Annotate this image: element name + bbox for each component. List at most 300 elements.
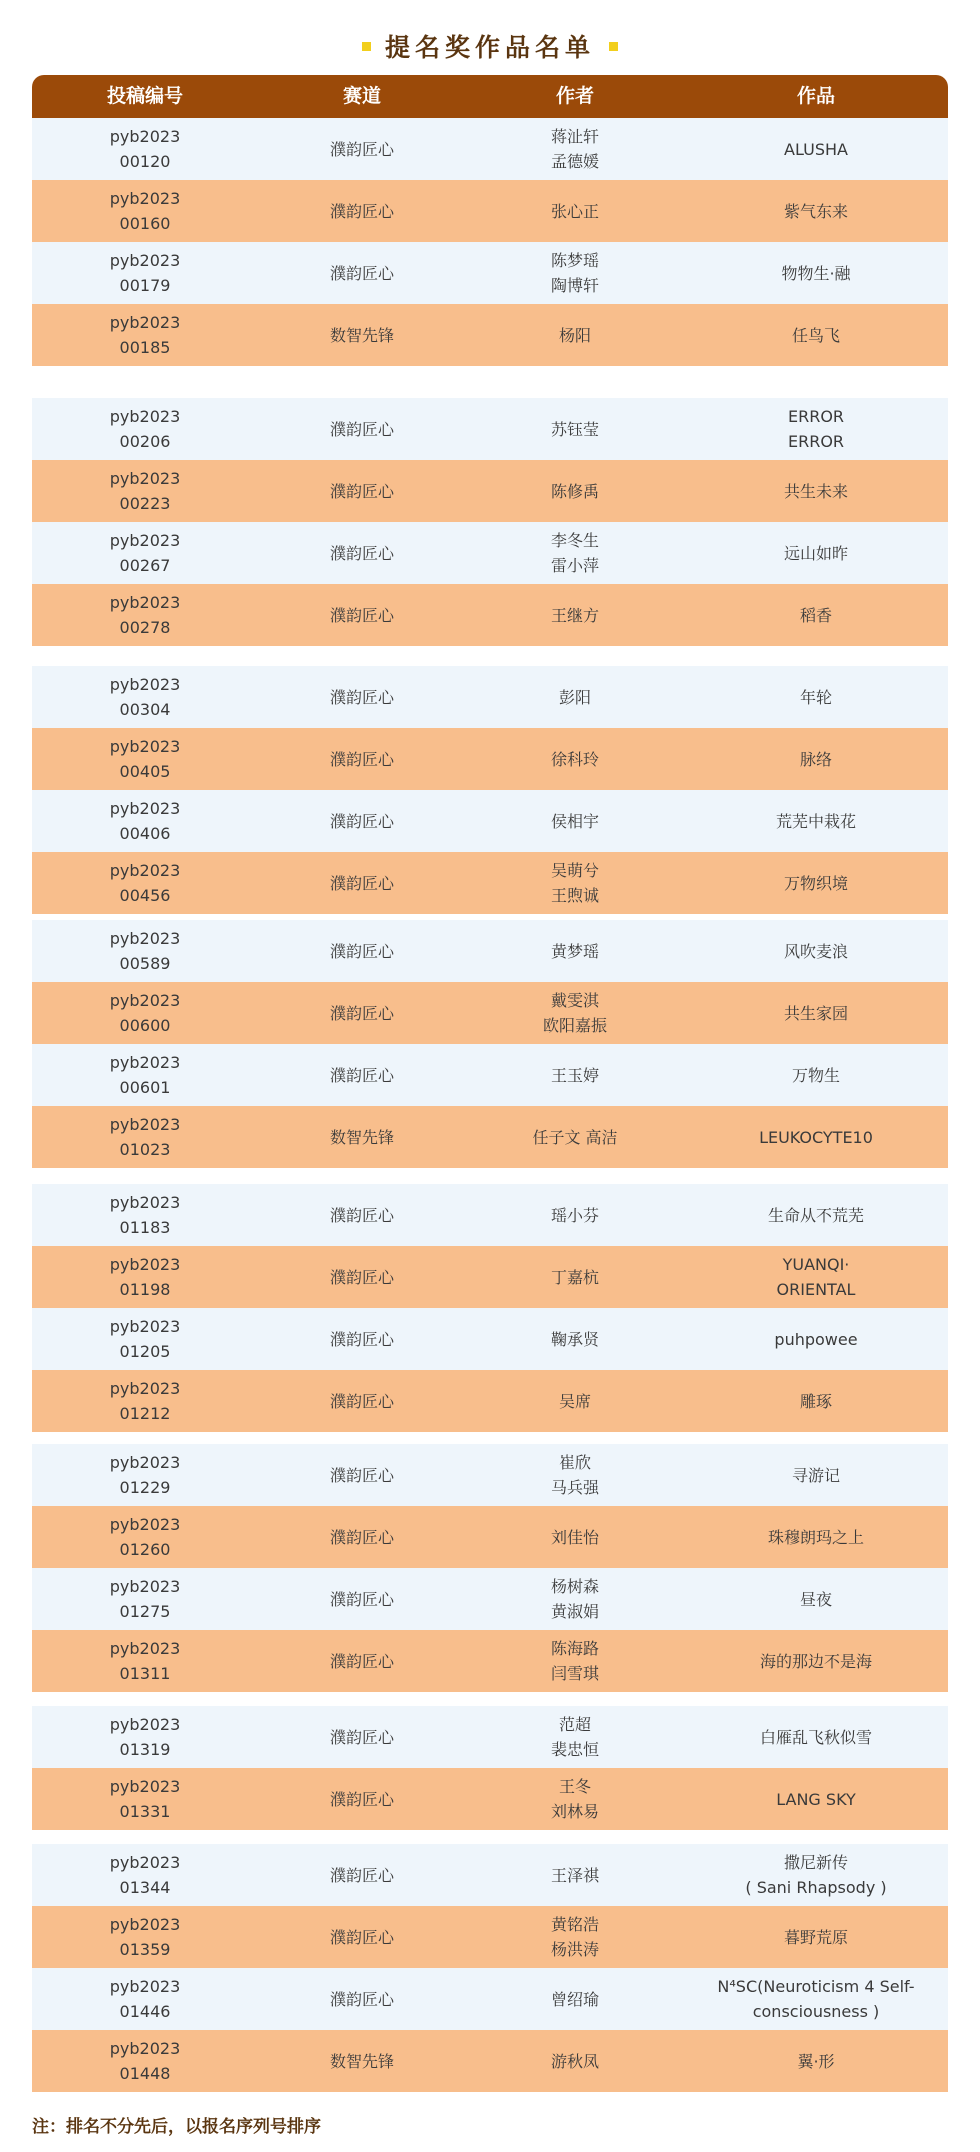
track-cell: 濮韵匠心 xyxy=(329,749,394,769)
submission-id-cell-line: 00223 xyxy=(119,494,171,513)
submission-id-cell-line: pyb2023 xyxy=(109,1053,181,1072)
submission-id-cell xyxy=(32,404,258,454)
track-cell: 数智先锋 xyxy=(329,325,394,345)
track-cell: 濮韵匠心 xyxy=(329,139,394,159)
author-cell xyxy=(466,1712,684,1762)
submission-id-cell-line: 01359 xyxy=(119,1940,171,1959)
submission-id-cell-line: pyb2023 xyxy=(109,1853,181,1872)
table-row xyxy=(32,1568,948,1630)
submission-id-cell-line: 01198 xyxy=(119,1280,171,1299)
submission-id-cell-line: pyb2023 xyxy=(109,1255,181,1274)
track-cell: 濮韵匠心 xyxy=(329,1865,394,1885)
track-cell: 濮韵匠心 xyxy=(329,1527,394,1547)
submission-id-cell xyxy=(32,1314,258,1364)
submission-id-cell xyxy=(32,1252,258,1302)
submission-id-cell-line: pyb2023 xyxy=(109,861,181,880)
track-cell: 数智先锋 xyxy=(329,2051,394,2071)
track-cell: 濮韵匠心 xyxy=(329,1927,394,1947)
work-cell-line: 撒尼新传 xyxy=(783,1853,848,1872)
author-cell-line: 王冬 xyxy=(558,1777,591,1796)
author-cell-line: 陈海路 xyxy=(550,1639,599,1658)
table-row xyxy=(32,242,948,304)
table-row xyxy=(32,584,948,646)
table-row xyxy=(32,304,948,366)
submission-id-cell-line: pyb2023 xyxy=(109,593,181,612)
work-cell xyxy=(684,1327,948,1352)
table-row xyxy=(32,1184,948,1246)
header-submission-id: 投稿编号 xyxy=(106,85,183,107)
submission-id-cell xyxy=(32,1636,258,1686)
author-cell-line: 崔欣 xyxy=(558,1453,591,1472)
track-cell: 濮韵匠心 xyxy=(329,1329,394,1349)
work-cell xyxy=(684,685,948,710)
submission-id-cell-line: pyb2023 xyxy=(109,1977,181,1996)
track-cell: 濮韵匠心 xyxy=(329,481,394,501)
submission-id-cell-line: pyb2023 xyxy=(109,991,181,1010)
author-cell-line: 张心正 xyxy=(550,201,599,221)
author-cell-line: 蒋沚轩 xyxy=(550,127,599,146)
submission-id-cell-line: 01448 xyxy=(119,2064,171,2083)
author-cell xyxy=(466,1987,684,2012)
work-cell-line: LANG SKY xyxy=(776,1789,856,1809)
work-cell-line: 生命从不荒芜 xyxy=(767,1205,864,1225)
table-row xyxy=(32,1308,948,1370)
work-cell xyxy=(684,1787,948,1812)
author-cell-line: 曾绍瑜 xyxy=(550,1989,599,2009)
submission-id-cell-line: pyb2023 xyxy=(109,531,181,550)
author-cell-line: 陈修禹 xyxy=(550,481,599,501)
author-cell xyxy=(466,1574,684,1624)
header-author: 作者 xyxy=(555,85,594,107)
track-cell: 濮韵匠心 xyxy=(329,1651,394,1671)
author-cell-line: 吴萌兮 xyxy=(550,861,599,880)
submission-id-cell-line: pyb2023 xyxy=(109,469,181,488)
header-track: 赛道 xyxy=(342,85,381,107)
work-cell xyxy=(684,199,948,224)
submission-id-cell-line: 00278 xyxy=(119,618,171,637)
work-cell-line: ( Sani Rhapsody ) xyxy=(745,1878,887,1897)
submission-id-cell-line: 00185 xyxy=(119,338,171,357)
submission-id-cell-line: 01446 xyxy=(119,2002,171,2021)
table-row xyxy=(32,666,948,728)
submission-id-cell xyxy=(32,1574,258,1624)
table-row xyxy=(32,790,948,852)
table-row xyxy=(32,982,948,1044)
work-cell xyxy=(684,1463,948,1488)
work-cell xyxy=(684,1125,948,1150)
work-cell xyxy=(684,1725,948,1750)
author-cell xyxy=(466,1525,684,1550)
table-row xyxy=(32,1630,948,1692)
author-cell-line: 王玉婷 xyxy=(550,1065,599,1085)
submission-id-cell-line: 01275 xyxy=(119,1602,171,1621)
submission-id-cell xyxy=(32,2036,258,2086)
work-cell xyxy=(684,1925,948,1950)
author-cell-line: 孟德媛 xyxy=(550,152,599,171)
work-cell xyxy=(684,939,948,964)
submission-id-cell-line: pyb2023 xyxy=(109,251,181,270)
table-group xyxy=(32,398,948,646)
work-cell xyxy=(684,1389,948,1414)
author-cell-line: 范超 xyxy=(558,1715,591,1734)
author-cell-line: 刘林易 xyxy=(550,1802,599,1821)
table-group xyxy=(32,666,948,914)
work-cell-line: 万物生 xyxy=(791,1065,840,1085)
track-cell: 濮韵匠心 xyxy=(329,1727,394,1747)
work-cell-line: 紫气东来 xyxy=(783,201,848,221)
track-cell: 濮韵匠心 xyxy=(329,1589,394,1609)
submission-id-cell-line: pyb2023 xyxy=(109,1515,181,1534)
author-cell-line: 杨阳 xyxy=(558,325,591,345)
submission-id-cell-line: pyb2023 xyxy=(109,737,181,756)
work-cell-line: puhpowee xyxy=(774,1329,858,1349)
table-row xyxy=(32,1906,948,1968)
author-cell xyxy=(466,323,684,348)
table-row xyxy=(32,728,948,790)
submission-id-cell xyxy=(32,1974,258,2024)
track-cell: 濮韵匠心 xyxy=(329,263,394,283)
author-cell-line: 黄梦瑶 xyxy=(550,941,599,961)
submission-id-cell-line: pyb2023 xyxy=(109,1915,181,1934)
table-group xyxy=(32,920,948,1168)
submission-id-cell xyxy=(32,186,258,236)
submission-id-cell xyxy=(32,310,258,360)
submission-id-cell-line: pyb2023 xyxy=(109,407,181,426)
author-cell-line: 丁嘉杭 xyxy=(550,1267,599,1287)
track-cell: 濮韵匠心 xyxy=(329,1989,394,2009)
author-cell-line: 瑶小芬 xyxy=(550,1205,599,1225)
work-cell-line: 雕琢 xyxy=(799,1391,832,1411)
submission-id-cell-line: 01229 xyxy=(119,1478,171,1497)
submission-id-cell-line: 00206 xyxy=(119,432,171,451)
work-cell-line: 稻香 xyxy=(799,605,832,625)
submission-id-cell-line: 01311 xyxy=(119,1664,171,1683)
submission-id-cell xyxy=(32,528,258,578)
work-cell-line: 共生未来 xyxy=(783,481,848,501)
submission-id-cell xyxy=(32,466,258,516)
submission-id-cell xyxy=(32,926,258,976)
author-cell xyxy=(466,685,684,710)
table-row xyxy=(32,1444,948,1506)
submission-id-cell-line: pyb2023 xyxy=(109,1379,181,1398)
submission-id-cell-line: pyb2023 xyxy=(109,1453,181,1472)
track-cell: 濮韵匠心 xyxy=(329,811,394,831)
author-cell-line: 游秋凤 xyxy=(550,2051,599,2071)
author-cell-line: 陶博轩 xyxy=(550,276,599,295)
author-cell-line: 侯相宇 xyxy=(550,811,599,831)
work-cell xyxy=(684,479,948,504)
author-cell-line: 雷小萍 xyxy=(550,556,599,575)
submission-id-cell-line: pyb2023 xyxy=(109,2039,181,2058)
submission-id-cell xyxy=(32,1376,258,1426)
author-cell-line: 徐科玲 xyxy=(550,749,599,769)
submission-id-cell xyxy=(32,1774,258,1824)
table-group xyxy=(32,1844,948,2092)
work-cell-line: ERROR xyxy=(787,432,845,451)
work-cell xyxy=(684,1974,948,2024)
author-cell xyxy=(466,1389,684,1414)
work-cell-line: 物物生·融 xyxy=(781,263,851,283)
track-cell: 濮韵匠心 xyxy=(329,1205,394,1225)
table-group xyxy=(32,118,948,366)
author-cell xyxy=(466,248,684,298)
work-cell-line: ERROR xyxy=(787,407,845,426)
submission-id-cell xyxy=(32,1190,258,1240)
author-cell-line: 戴雯淇 xyxy=(550,991,599,1010)
submission-id-cell-line: pyb2023 xyxy=(109,1193,181,1212)
work-cell-line: 珠穆朗玛之上 xyxy=(767,1527,864,1547)
author-cell xyxy=(466,603,684,628)
author-cell xyxy=(466,417,684,442)
track-cell: 濮韵匠心 xyxy=(329,1003,394,1023)
table-row xyxy=(32,1968,948,2030)
work-cell-line: 昼夜 xyxy=(799,1589,832,1609)
table-group xyxy=(32,1706,948,1830)
work-cell xyxy=(684,1525,948,1550)
work-cell-line: 共生家园 xyxy=(783,1003,848,1023)
work-cell-line: 任鸟飞 xyxy=(791,325,840,345)
submission-id-cell-line: 01344 xyxy=(119,1878,171,1897)
table-row xyxy=(32,398,948,460)
table-row xyxy=(32,522,948,584)
submission-id-cell xyxy=(32,672,258,722)
work-cell xyxy=(684,541,948,566)
submission-id-cell-line: 00267 xyxy=(119,556,171,575)
work-cell-line: 年轮 xyxy=(799,687,832,707)
author-cell-line: 任子文 高洁 xyxy=(532,1127,618,1147)
work-cell xyxy=(684,1649,948,1674)
table-row xyxy=(32,460,948,522)
submission-id-cell xyxy=(32,1850,258,1900)
table-group xyxy=(32,1184,948,1432)
author-cell-line: 王继方 xyxy=(550,605,599,625)
submission-id-cell-line: 01023 xyxy=(119,1140,171,1159)
author-cell-line: 欧阳嘉振 xyxy=(542,1016,607,1035)
author-cell-line: 苏钰莹 xyxy=(550,419,599,439)
submission-id-cell-line: 00405 xyxy=(119,762,171,781)
author-cell-line: 吴席 xyxy=(558,1391,591,1411)
submission-id-cell xyxy=(32,1112,258,1162)
author-cell xyxy=(466,2049,684,2074)
work-cell xyxy=(684,1063,948,1088)
work-cell xyxy=(684,747,948,772)
table-header-row xyxy=(32,75,948,118)
submission-id-cell-line: pyb2023 xyxy=(109,189,181,208)
work-cell xyxy=(684,603,948,628)
author-cell xyxy=(466,1063,684,1088)
work-cell-line: YUANQI· xyxy=(782,1255,850,1274)
work-cell-line: 暮野荒原 xyxy=(783,1927,848,1947)
table-row xyxy=(32,1106,948,1168)
header-work: 作品 xyxy=(796,85,835,107)
author-cell xyxy=(466,809,684,834)
author-cell xyxy=(466,1265,684,1290)
work-cell xyxy=(684,323,948,348)
submission-id-cell-line: 00120 xyxy=(119,152,171,171)
work-cell-line: 荒芜中栽花 xyxy=(775,811,856,831)
submission-id-cell-line: pyb2023 xyxy=(109,799,181,818)
submission-id-cell-line: pyb2023 xyxy=(109,1639,181,1658)
submission-id-cell-line: 00304 xyxy=(119,700,171,719)
work-cell xyxy=(684,1203,948,1228)
table-row xyxy=(32,1246,948,1308)
submission-id-cell xyxy=(32,590,258,640)
author-cell-line: 杨树森 xyxy=(550,1577,599,1596)
work-cell-line: 白雁乱飞秋似雪 xyxy=(759,1727,872,1747)
author-cell-line: 陈梦瑶 xyxy=(550,251,599,270)
submission-id-cell-line: 01331 xyxy=(119,1802,171,1821)
author-cell-line: 王泽祺 xyxy=(550,1865,599,1885)
track-cell: 濮韵匠心 xyxy=(329,1465,394,1485)
work-cell-line: consciousness ) xyxy=(752,2002,880,2021)
table-row xyxy=(32,2030,948,2092)
table-row xyxy=(32,118,948,180)
table-group xyxy=(32,1444,948,1692)
work-cell xyxy=(684,2049,948,2074)
author-cell xyxy=(466,747,684,772)
track-cell: 濮韵匠心 xyxy=(329,687,394,707)
submission-id-cell-line: pyb2023 xyxy=(109,1115,181,1134)
work-cell-line: 万物织境 xyxy=(783,873,848,893)
submission-id-cell-line: 01183 xyxy=(119,1218,171,1237)
table-row xyxy=(32,1506,948,1568)
author-cell xyxy=(466,124,684,174)
submission-id-cell-line: pyb2023 xyxy=(109,1715,181,1734)
author-cell xyxy=(466,1125,684,1150)
table-row xyxy=(32,1844,948,1906)
submission-id-cell xyxy=(32,1512,258,1562)
author-cell-line: 马兵强 xyxy=(550,1478,599,1497)
title-right-dot xyxy=(609,42,618,51)
submission-id-cell-line: pyb2023 xyxy=(109,313,181,332)
track-cell: 濮韵匠心 xyxy=(329,941,394,961)
submission-id-cell-line: 01212 xyxy=(119,1404,171,1423)
table-row xyxy=(32,1768,948,1830)
submission-id-cell-line: 01205 xyxy=(119,1342,171,1361)
submission-id-cell xyxy=(32,734,258,784)
author-cell xyxy=(466,858,684,908)
track-cell: 濮韵匠心 xyxy=(329,873,394,893)
submission-id-cell xyxy=(32,1912,258,1962)
author-cell xyxy=(466,1203,684,1228)
submission-id-cell xyxy=(32,796,258,846)
author-cell xyxy=(466,479,684,504)
author-cell-line: 黄淑娟 xyxy=(550,1602,599,1621)
track-cell: 濮韵匠心 xyxy=(329,419,394,439)
author-cell xyxy=(466,199,684,224)
submission-id-cell-line: pyb2023 xyxy=(109,127,181,146)
track-cell: 濮韵匠心 xyxy=(329,201,394,221)
submission-id-cell-line: 00600 xyxy=(119,1016,171,1035)
track-cell: 濮韵匠心 xyxy=(329,1391,394,1411)
track-cell: 濮韵匠心 xyxy=(329,1789,394,1809)
track-cell: 濮韵匠心 xyxy=(329,605,394,625)
author-cell-line: 鞠承贤 xyxy=(550,1329,599,1349)
author-cell-line: 李冬生 xyxy=(550,531,599,550)
track-cell: 濮韵匠心 xyxy=(329,1267,394,1287)
submission-id-cell-line: 01319 xyxy=(119,1740,171,1759)
page-title-bar xyxy=(0,26,980,66)
work-cell-line: 脉络 xyxy=(799,749,832,769)
work-cell xyxy=(684,1587,948,1612)
submission-id-cell-line: pyb2023 xyxy=(109,929,181,948)
submission-id-cell-line: 01260 xyxy=(119,1540,171,1559)
author-cell-line: 裴忠恒 xyxy=(550,1740,599,1759)
work-cell-line: 海的那边不是海 xyxy=(759,1651,872,1671)
table-row xyxy=(32,1044,948,1106)
track-cell: 濮韵匠心 xyxy=(329,543,394,563)
work-cell-line: 翼·形 xyxy=(797,2051,835,2071)
work-cell xyxy=(684,404,948,454)
submission-id-cell xyxy=(32,124,258,174)
table-row xyxy=(32,1370,948,1432)
author-cell-line: 王煦诚 xyxy=(550,886,599,905)
footnote: 注：排名不分先后，以报名序列号排序 xyxy=(32,2117,321,2137)
work-cell xyxy=(684,809,948,834)
track-cell: 濮韵匠心 xyxy=(329,1065,394,1085)
submission-id-cell xyxy=(32,988,258,1038)
submission-id-cell xyxy=(32,1712,258,1762)
title-left-dot xyxy=(362,42,371,51)
author-cell-line: 杨洪涛 xyxy=(550,1940,599,1959)
page-title: 提名奖作品名单 xyxy=(384,33,595,62)
table-row xyxy=(32,180,948,242)
author-cell-line: 闫雪琪 xyxy=(550,1664,599,1683)
table-header xyxy=(32,75,948,118)
submission-id-cell xyxy=(32,858,258,908)
work-cell-line: 远山如昨 xyxy=(783,543,848,563)
work-cell-line: 寻游记 xyxy=(791,1465,840,1485)
submission-id-cell xyxy=(32,1450,258,1500)
submission-id-cell xyxy=(32,248,258,298)
submission-id-cell-line: 00406 xyxy=(119,824,171,843)
submission-id-cell-line: pyb2023 xyxy=(109,675,181,694)
author-cell xyxy=(466,1774,684,1824)
work-cell-line: 风吹麦浪 xyxy=(783,941,848,961)
work-cell-line: ORIENTAL xyxy=(776,1280,856,1299)
author-cell xyxy=(466,1450,684,1500)
author-cell xyxy=(466,1327,684,1352)
author-cell xyxy=(466,988,684,1038)
track-cell: 数智先锋 xyxy=(329,1127,394,1147)
work-cell xyxy=(684,261,948,286)
work-cell xyxy=(684,871,948,896)
author-cell xyxy=(466,1636,684,1686)
work-cell-line: N⁴SC(Neuroticism 4 Self- xyxy=(717,1977,915,1996)
author-cell xyxy=(466,1912,684,1962)
work-cell xyxy=(684,1252,948,1302)
submission-id-cell-line: 00179 xyxy=(119,276,171,295)
author-cell xyxy=(466,1863,684,1888)
table-row xyxy=(32,920,948,982)
work-cell-line: ALUSHA xyxy=(784,139,848,159)
submission-id-cell-line: pyb2023 xyxy=(109,1777,181,1796)
work-cell xyxy=(684,137,948,162)
author-cell xyxy=(466,939,684,964)
submission-id-cell-line: 00160 xyxy=(119,214,171,233)
work-cell xyxy=(684,1001,948,1026)
submission-id-cell xyxy=(32,1050,258,1100)
submission-id-cell-line: 00601 xyxy=(119,1078,171,1097)
submission-id-cell-line: pyb2023 xyxy=(109,1317,181,1336)
author-cell-line: 刘佳怡 xyxy=(550,1527,599,1547)
submission-id-cell-line: pyb2023 xyxy=(109,1577,181,1596)
author-cell-line: 黄铭浩 xyxy=(550,1915,599,1934)
submission-id-cell-line: 00589 xyxy=(119,954,171,973)
author-cell xyxy=(466,528,684,578)
author-cell-line: 彭阳 xyxy=(558,687,591,707)
submission-id-cell-line: 00456 xyxy=(119,886,171,905)
